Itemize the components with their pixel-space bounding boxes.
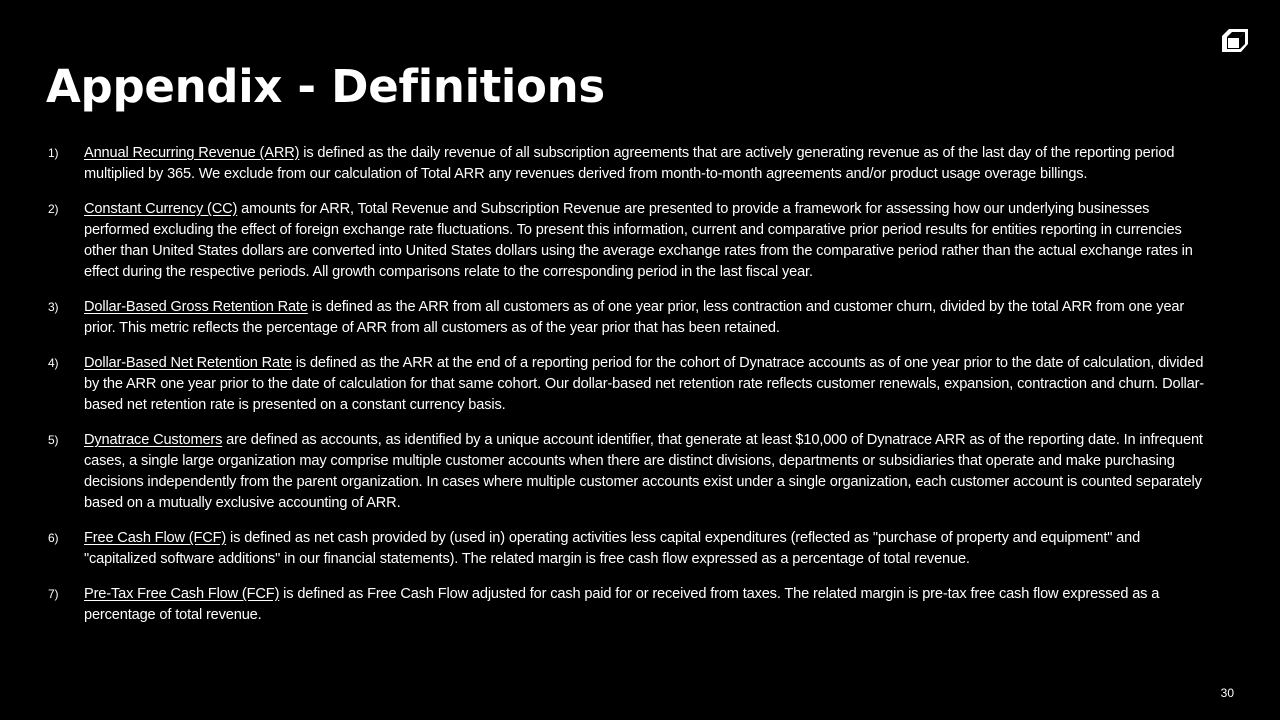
- definition-term: Dynatrace Customers: [84, 432, 223, 448]
- definition-item-arr: [0, 143, 1214, 185]
- definition-number: 6): [48, 531, 59, 545]
- definition-term: Annual Recurring Revenue (ARR): [84, 145, 300, 161]
- definition-item-constant-currency: [0, 199, 1214, 283]
- definition-number: 1): [48, 146, 59, 160]
- definition-number: 4): [48, 356, 59, 370]
- definition-term: Constant Currency (CC): [84, 201, 238, 217]
- definition-number: 3): [48, 300, 59, 314]
- definition-term: Pre-Tax Free Cash Flow (FCF): [84, 586, 280, 602]
- definition-term: Free Cash Flow (FCF): [84, 530, 227, 546]
- definition-text: is defined as net cash provided by (used in) operating activities less capital expenditures (reflected as "purchase of property and equipment" and "capitalized software additions" in our financial statements). The related margin is free cash flow expressed as a percentage of total revenue.: [84, 530, 1141, 567]
- definition-text: amounts for ARR, Total Revenue and Subscription Revenue are presented to provide a framework for assessing how our underlying businesses performed excluding the effect of foreign exchange rate fluctuations. To present this information, current and comparative prior period results for entities reporting in currencies other than United States dollars are converted into United States dollars using the average exchange rates from the comparative period rather than the actual exchange rates in effect during the respective periods. All growth comparisons relate to the corresponding period in the last fiscal year.: [84, 201, 1193, 280]
- definition-number: 5): [48, 433, 59, 447]
- definition-text: are defined as accounts, as identified by a unique account identifier, that generate at least $10,000 of Dynatrace ARR as of the reporting date. In infrequent cases, a single large organization may comprise multiple customer accounts when there are distinct divisions, departments or subsidiaries that operate and make purchasing decisions independently from the parent organization. In cases where multiple customer accounts exist under a single organization, each customer account is counted separately based on a mutually exclusive accounting of ARR.: [84, 432, 1203, 511]
- definition-text: is defined as the daily revenue of all subscription agreements that are actively generating revenue as of the last day of the reporting period multiplied by 365. We exclude from our calculation of Total ARR any revenues derived from month-to-month agreements and/or product usage overage billings.: [84, 145, 1175, 182]
- definition-number: 7): [48, 587, 59, 601]
- page-number: 30: [1220, 686, 1234, 700]
- definition-number: 2): [48, 202, 59, 216]
- page-title: Appendix - Definitions: [46, 60, 605, 113]
- dynatrace-logo-icon: [1221, 25, 1251, 55]
- definitions-list: [0, 143, 1280, 640]
- definition-text: is defined as the ARR at the end of a reporting period for the cohort of Dynatrace accounts as of one year prior to the date of calculation, divided by the ARR one year prior to the date of calculation for that same cohort. Our dollar-based net retention rate reflects customer renewals, expansion, contraction and churn. Dollar-based net retention rate is presented on a constant currency basis.: [84, 355, 1205, 413]
- definition-item-net-retention: [0, 353, 1214, 416]
- definition-item-free-cash-flow: [0, 528, 1214, 570]
- definition-item-gross-retention: [0, 297, 1214, 339]
- definition-term: Dollar-Based Gross Retention Rate: [84, 299, 308, 315]
- definition-item-pre-tax-fcf: [0, 584, 1214, 626]
- definition-text: is defined as Free Cash Flow adjusted for cash paid for or received from taxes. The related margin is pre-tax free cash flow expressed as a percentage of total revenue.: [84, 586, 1160, 623]
- definition-term: Dollar-Based Net Retention Rate: [84, 355, 292, 371]
- definition-text: is defined as the ARR from all customers as of one year prior, less contraction and customer churn, divided by the total ARR from one year prior. This metric reflects the percentage of ARR from all customers as of the year prior that has been retained.: [84, 299, 1185, 336]
- definition-item-customers: [0, 430, 1214, 514]
